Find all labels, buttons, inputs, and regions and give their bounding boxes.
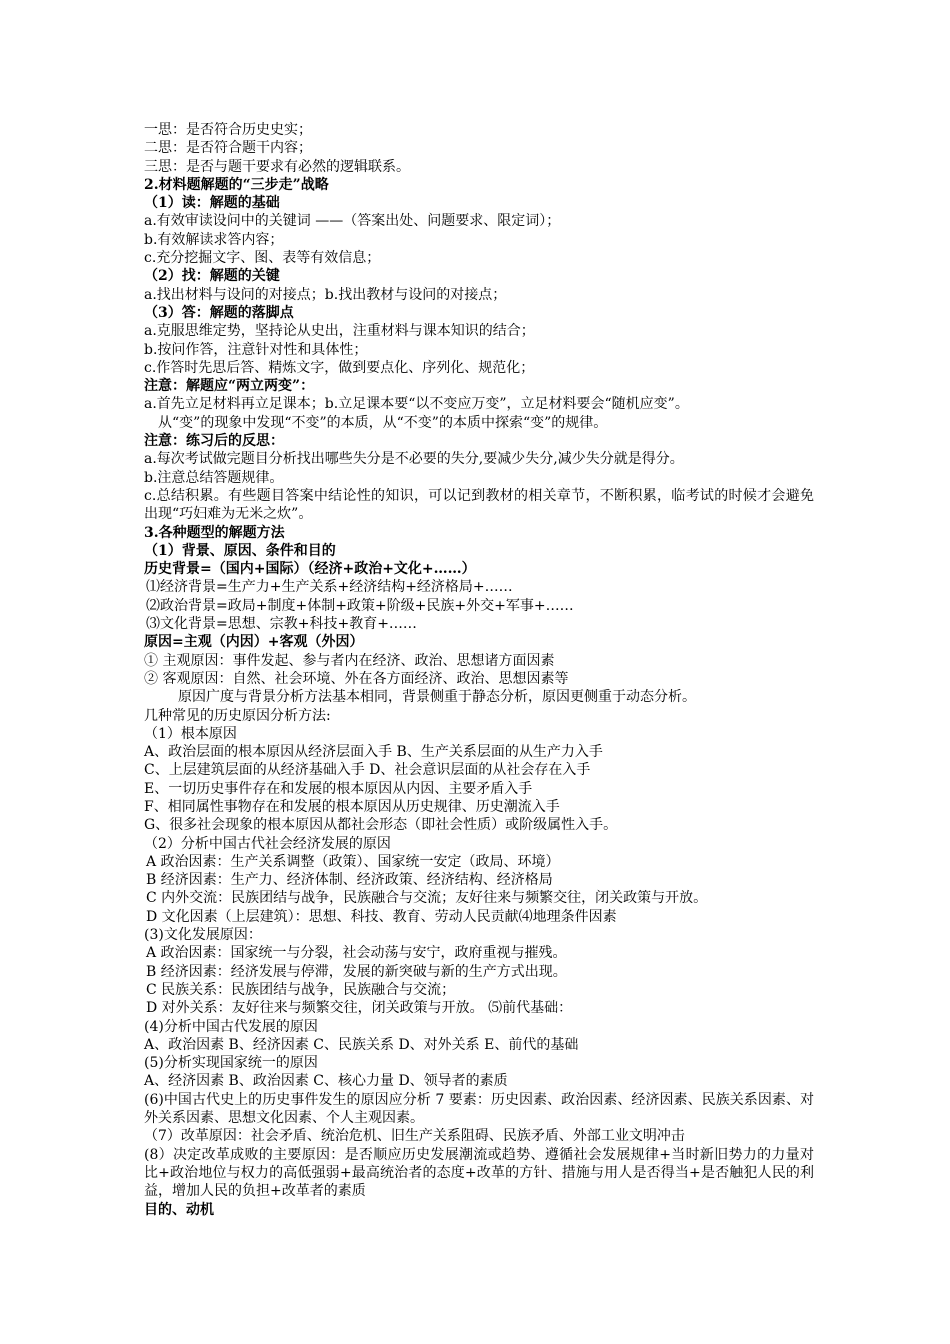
heading-line: （1）读：解题的基础 xyxy=(144,195,280,212)
text-line: G、很多社会现象的根本原因从都社会形态（即社会性质）或阶级属性入手。 xyxy=(144,817,618,834)
text-line: ⑵政治背景=政局+制度+体制+政策+阶级+民族+外交+军事+…… xyxy=(146,597,574,614)
text-line: A 政治因素：生产关系调整（政策）、国家统一安定（政局、环境） xyxy=(146,853,560,870)
text-line: a.有效审读设问中的关键词 ——（答案出处、问题要求、限定词）； xyxy=(144,213,561,230)
heading-line: 3.各种题型的解题方法 xyxy=(144,524,285,541)
text-line: b.注意总结答题规律。 xyxy=(144,469,284,486)
text-line: ⑶文化背景=思想、宗教+科技+教育+…… xyxy=(146,616,417,633)
text-line: a.首先立足材料再立足课本；b.立足课本要“以不变应万变”，立足材料要会“随机应变”。 xyxy=(144,396,689,413)
text-line: c.作答时先思后答、精炼文字，做到要点化、序列化、规范化； xyxy=(144,359,535,376)
text-line: C、上层建筑层面的从经济基础入手 D、社会意识层面的从社会存在入手 xyxy=(144,762,591,779)
text-line: C 民族关系：民族团结与战争，民族融合与交流； xyxy=(146,981,456,998)
text-line: 原因广度与背景分析方法基本相同，背景侧重于静态分析，原因更侧重于动态分析。 xyxy=(178,689,696,706)
text-line: 几种常见的历史原因分析方法: xyxy=(144,707,331,724)
text-line: b.按问作答，注意针对性和具体性； xyxy=(144,341,368,358)
text-line: a.克服思维定势，坚持论从史出，注重材料与课本知识的结合； xyxy=(144,323,535,340)
text-line: a.每次考试做完题目分析找出哪些失分是不必要的失分,要减少失分,减少失分就是得分。 xyxy=(144,451,684,468)
heading-line: 注意：解题应“两立两变”： xyxy=(144,378,315,395)
document-page xyxy=(144,121,814,1219)
text-line: E、一切历史事件存在和发展的根本原因从内因、主要矛盾入手 xyxy=(144,780,533,797)
heading-line: 历史背景=（国内+国际）（经济+政治+文化+……） xyxy=(144,561,476,578)
heading-line: 目的、动机 xyxy=(144,1201,214,1218)
heading-line: 注意：练习后的反思： xyxy=(144,433,284,450)
heading-line: （1）背景、原因、条件和目的 xyxy=(144,542,336,559)
text-line: 一思：是否符合历史史实； xyxy=(144,122,312,138)
heading-line: 原因=主观（内因）+客观（外因） xyxy=(144,634,364,651)
text-line: F、相同属性事物存在和发展的根本原因从历史规律、历史潮流入手 xyxy=(144,798,560,815)
text-line: (6)中国古代史上的历史事件发生的原因应分析 7 要素：历史因素、政治因素、经济因素、民族关系因素、对外关系因素、思想文化因素、个人主观因素。 xyxy=(144,1091,814,1127)
text-line: A、政治因素 B、经济因素 C、民族关系 D、对外关系 E、前代的基础 xyxy=(144,1036,579,1053)
text-line: ⑴经济背景=生产力+生产关系+经济结构+经济格局+…… xyxy=(146,579,513,596)
text-line: 从“变”的现象中发现“不变”的本质，从“不变”的本质中探索“变”的规律。 xyxy=(158,414,608,431)
text-line: C 内外交流：民族团结与战争，民族融合与交流；友好往来与频繁交往，闭关政策与开放。 xyxy=(146,890,708,907)
heading-line: （3）答：解题的落脚点 xyxy=(144,304,294,321)
text-line: (8）决定改革成败的主要原因：是否顺应历史发展潮流或趋势、遵循社会发展规律+当时新旧势力的力量对比+政治地位与权力的高低强弱+最高统治者的态度+改革的方针、措施与用人是否得当+是否触犯人民的利益，增加人民的负担+改革者的素质 xyxy=(144,1146,814,1200)
text-line: b.有效解读求答内容； xyxy=(144,231,284,248)
text-line: D 文化因素（上层建筑）：思想、科技、教育、劳动人民贡献⑷地理条件因素 xyxy=(146,908,617,925)
text-line: B 经济因素：生产力、经济体制、经济政策、经济结构、经济格局 xyxy=(146,872,553,889)
text-line: (5)分析实现国家统一的原因 xyxy=(144,1055,318,1072)
text-line: (3)文化发展原因： xyxy=(144,927,262,944)
text-line: c.总结积累。有些题目答案中结论性的知识，可以记到教材的相关章节，不断积累，临考试的时候才会避免出现“巧妇难为无米之炊”。 xyxy=(144,487,814,523)
text-line: （1）根本原因 xyxy=(144,725,237,742)
text-line: （7）改革原因：社会矛盾、统治危机、旧生产关系阻碍、民族矛盾、外部工业文明冲击 xyxy=(144,1128,685,1145)
text-line: ② 客观原因：自然、社会环境、外在各方面经济、政治、思想因素等 xyxy=(144,670,569,687)
text-line: 三思：是否与题干要求有必然的逻辑联系。 xyxy=(144,158,410,175)
text-line: ① 主观原因：事件发起、参与者内在经济、政治、思想诸方面因素 xyxy=(144,652,555,669)
text-line: (4)分析中国古代发展的原因 xyxy=(144,1018,318,1035)
heading-line: （2）找：解题的关键 xyxy=(144,268,280,285)
text-line: D 对外关系：友好往来与频繁交往，闭关政策与开放。 ⑸前代基础： xyxy=(146,1000,573,1017)
text-line: c.充分挖掘文字、图、表等有效信息； xyxy=(144,250,381,267)
text-line: A、经济因素 B、政治因素 C、核心力量 D、领导者的素质 xyxy=(144,1073,508,1090)
heading-line: 2.材料题解题的“三步走”战略 xyxy=(144,176,329,193)
text-line: a.找出材料与设问的对接点；b.找出教材与设问的对接点； xyxy=(144,286,507,303)
text-line: A、政治层面的根本原因从经济层面入手 B、生产关系层面的从生产力入手 xyxy=(144,744,603,761)
text-line: （2）分析中国古代社会经济发展的原因 xyxy=(144,835,391,852)
text-line: B 经济因素：经济发展与停滞，发展的新突破与新的生产方式出现。 xyxy=(146,963,567,980)
text-line: A 政治因素：国家统一与分裂，社会动荡与安宁，政府重视与摧残。 xyxy=(146,945,567,962)
text-line: 二思：是否符合题干内容； xyxy=(144,140,312,157)
